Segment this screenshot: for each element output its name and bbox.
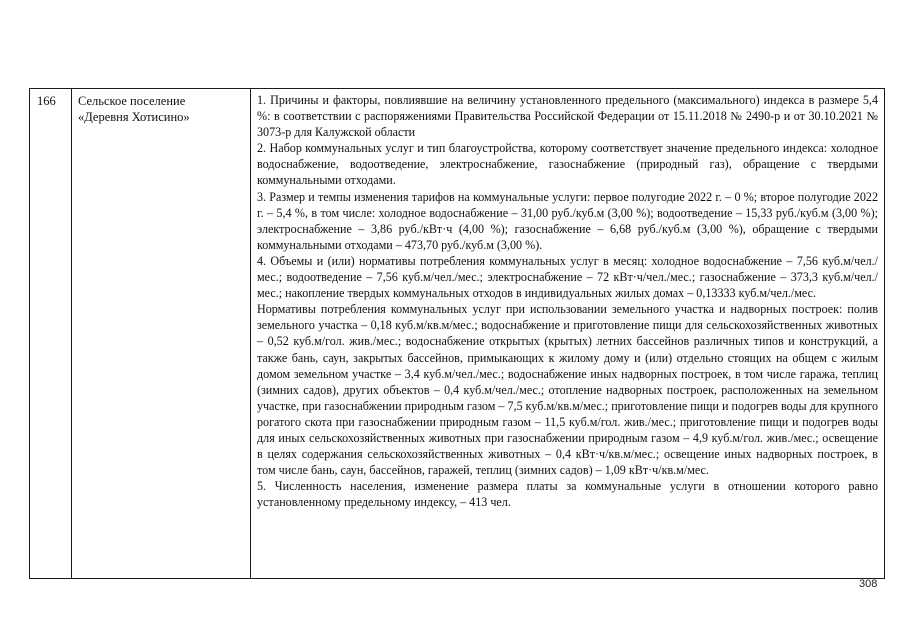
paragraph-volumes: 4. Объемы и (или) нормативы потребления коммунальных услуг в месяц: холодное водоснабжение – 7,56 куб.м/чел./мес.; водоотведение – 7,56 куб.м/чел./мес.; электроснабжение – 72 кВт·ч/чел./мес.; газоснабжение – 373,3 куб.м/чел./мес.; накопление твердых коммунальных отходов в индивидуальных жилых домах – 0,13333 куб.м/чел./мес. <box>257 253 878 301</box>
paragraph-land-norms: Нормативы потребления коммунальных услуг при использовании земельного участка и надворных построек: полив земельного участка – 0,18 куб.м/кв.м/мес.; водоснабжение и приготовление пищи для сельскохозяйственных животных – 0,52 куб.м/гол. жив./мес.; водоснабжение открытых (крытых) летних бассейнов различных типов и конструкций, а также бань, саун, закрытых бассейнов, примыкающих к жилому дому и (или) отдельно стоящих на общем с жилым домом земельном участке – 3,4 куб.м/чел./мес.; водоснабжение иных надворных построек, в том числе гаража, теплиц (зимних садов), других объектов – 0,4 куб.м/чел./мес.; отопление надворных построек, расположенных на земельном участке, при газоснабжении природным газом – 7,5 куб.м/кв.м/мес.; приготовление пищи и подогрев воды для крупного рогатого скота при газоснабжении природным газом – 11,5 куб.м/гол. жив./мес.; приготовление пищи и подогрев воды для иных сельскохозяйственных животных при газоснабжении природным газом – 4,9 куб.м/гол. жив./мес.; освещение в целях содержания сельскохозяйственных животных – 0,4 кВт·ч/кв.м/мес.; освещение иных надворных построек, в том числе бань, саун, бассейнов, гаражей, теплиц (зимних садов) – 1,09 кВт·ч/кв.м/мес. <box>257 302 878 478</box>
description-cell <box>251 89 885 579</box>
paragraph-tariffs: 3. Размер и темпы изменения тарифов на коммунальные услуги: первое полугодие 2022 г. – 0 %; второе полугодие 2022 г. – 5,4 %, в том числе: холодное водоснабжение – 31,00 руб./куб.м (3,00 %); водоотведение – 15,33 руб./куб.м (3,00 %); электроснабжение – 3,86 руб./кВт·ч (4,00 %); газоснабжение – 6,68 руб./куб.м (3,00 %), обращение с твердыми коммунальными отходами – 473,70 руб./куб.м (3,00 %). <box>257 189 878 252</box>
table-row <box>30 89 885 579</box>
row-number: 166 <box>30 89 72 579</box>
tariff-table <box>29 88 885 579</box>
page-number: 308 <box>859 578 878 590</box>
paragraph-population: 5. Численность населения, изменение размера платы за коммунальные услуги в отношении которого равно установленному предельному индексу, – 413 чел. <box>257 479 878 510</box>
paragraph-reasons: 1. Причины и факторы, повлиявшие на величину установленного предельного (максимального) индекса в размере 5,4 %: в соответствии с распоряжениями Правительства Российской Федерации от 15.11.2018 № 2490-р и от 30.10.2021 № 3073-р для Калужской области <box>257 93 878 140</box>
settlement-name: «Деревня Хотисино» <box>78 110 190 124</box>
settlement-name-cell <box>72 89 251 579</box>
settlement-type: Сельское поселение <box>78 94 186 108</box>
paragraph-services-set: 2. Набор коммунальных услуг и тип благоустройства, которому соответствует значение предельного индекса: холодное водоснабжение, водоотведение, электроснабжение, газоснабжение (природный газ), обращение с твердыми коммунальными отходами. <box>257 141 878 188</box>
